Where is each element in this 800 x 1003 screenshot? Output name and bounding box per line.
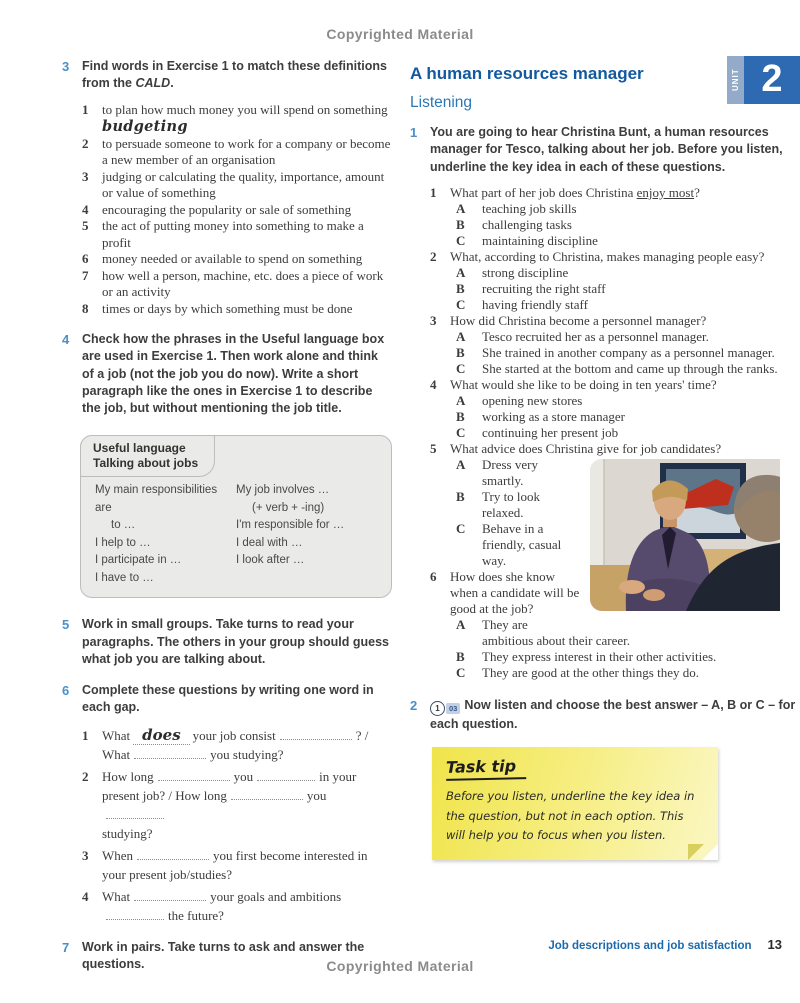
cd-number: 1 xyxy=(430,701,445,716)
option: A They are ambitious about their career. xyxy=(456,616,631,648)
useful-language-subtitle: Talking about jobs xyxy=(93,456,199,471)
exercise-6-rubric: Complete these questions by writing one word in each gap. xyxy=(82,683,374,715)
phrase: I participate in … xyxy=(95,554,182,567)
phrase: I'm responsible for … xyxy=(236,519,345,532)
exercise-6 xyxy=(62,682,392,925)
useful-language-tab xyxy=(80,435,215,477)
unit-number: 2 xyxy=(744,56,800,104)
definition-item: 5 the act of putting money into something to make a profit xyxy=(82,218,364,250)
option: C having friendly staff xyxy=(456,296,588,312)
definition-item: 6 money needed or available to spend on something xyxy=(82,251,363,266)
gapfill-question: 1 What does your job consist ? / What you studying? xyxy=(82,725,369,762)
exercise-number: 6 xyxy=(62,683,70,698)
listening-question-4: 4 What would she like to be doing in ten years' time? A opening new stores B working as a store manager C continuing her present job xyxy=(430,377,800,441)
answer-gap xyxy=(257,769,315,781)
gapfill-question: 2 How long you in your present job? / How long you studying? xyxy=(82,768,357,841)
exercise-1-rubric: You are going to hear Christina Bunt, a human resources manager for Tesco, talking about her job. Before you listen, underline the key idea in each of these questions. xyxy=(430,125,783,174)
unit-label: UNIT xyxy=(727,56,744,104)
gapfill-questions xyxy=(82,726,392,925)
answer-gap xyxy=(158,769,230,781)
left-column xyxy=(62,58,392,987)
copyright-notice-bottom: Copyrighted Material xyxy=(326,958,474,974)
option: B challenging tasks xyxy=(456,216,572,232)
sticky-note-fold xyxy=(702,844,718,860)
exercise-3 xyxy=(62,58,392,317)
listening-question-5: 5 What advice does Christina give for job candidates? A Dress very smartly. B Try to look relaxed. C Behave in a friendly, casual way. xyxy=(430,441,800,569)
useful-language-box xyxy=(80,435,392,598)
option: B She trained in another company as a personnel manager. xyxy=(456,344,775,360)
listening-question-1: 1 What part of her job does Christina enjoy most? A teaching job skills B challenging tasks C maintaining discipline xyxy=(430,185,800,249)
phrase: to … xyxy=(111,519,136,532)
exercise-number: 4 xyxy=(62,332,70,347)
definitions-list xyxy=(82,102,392,318)
option: B Try to look relaxed. xyxy=(456,488,541,520)
copyright-notice-top: Copyrighted Material xyxy=(326,26,474,42)
page-number: 13 xyxy=(767,937,782,952)
gapfill-question: 3 When you first become interested in your present job/studies? xyxy=(82,847,368,882)
task-tip-body: Before you listen, underline the key idea in the question, but not in each option. This will help you to focus when you listen. xyxy=(446,789,695,843)
handwritten-answer: does xyxy=(133,726,189,745)
gapfill-question: 4 What your goals and ambitions the future? xyxy=(82,888,342,923)
exercise-4 xyxy=(62,331,392,417)
definition-item: 4 encouraging the popularity or sale of something xyxy=(82,201,352,217)
option: A opening new stores xyxy=(456,392,583,408)
option: C They are good at the other things they do. xyxy=(456,664,699,680)
listening-question-6: 6 How does she know when a candidate will be good at the job? A They are ambitious about their career. B They express interest in their other activities. C They are good at the other things they do. xyxy=(430,569,800,681)
definition-item: 2 to persuade someone to work for a company or become a new member of an organisation xyxy=(82,135,391,167)
useful-language-title: Useful language xyxy=(93,441,186,456)
phrases-right xyxy=(236,482,377,587)
exercise-7-rubric: Work in pairs. Take turns to ask and answer the questions. xyxy=(82,939,365,971)
track-number: 03 xyxy=(446,703,460,714)
phrase: My main responsibilities are xyxy=(95,484,218,514)
exercise-number: 3 xyxy=(62,59,70,74)
answer-gap xyxy=(134,889,206,901)
task-tip-box xyxy=(432,747,718,860)
right-column xyxy=(410,64,800,860)
option: A Tesco recruited her as a personnel manager. xyxy=(456,328,709,344)
option: C Behave in a friendly, casual way. xyxy=(456,520,562,568)
rubric-text: Find words in Exercise 1 to match these definitions from the xyxy=(82,59,387,91)
exercise-number: 5 xyxy=(62,617,70,633)
option: B They express interest in their other activities. xyxy=(456,648,717,664)
phrase: I have to … xyxy=(95,571,154,584)
option: B working as a store manager xyxy=(456,408,625,424)
phrase: My job involves … xyxy=(236,484,330,497)
exercise-5-rubric: Work in small groups. Take turns to read your paragraphs. The others in your group should guess what job you are talking about. xyxy=(82,617,389,666)
definition-item: 8 times or days by which something must be done xyxy=(82,300,353,316)
exercise-1 xyxy=(410,124,800,681)
phrase: (+ verb + -ing) xyxy=(252,501,325,514)
phrase: I look after … xyxy=(236,554,305,567)
option: C maintaining discipline xyxy=(456,232,598,248)
option: B recruiting the right staff xyxy=(456,280,606,296)
answer-gap xyxy=(280,728,352,740)
exercise-5 xyxy=(62,616,392,668)
definition-item: 7 how well a person, machine, etc. does a piece of work or an activity xyxy=(82,267,384,299)
exercise-number: 7 xyxy=(62,939,70,955)
footer-section-title: Job descriptions and job satisfaction xyxy=(548,940,752,952)
answer-gap xyxy=(137,848,209,860)
exercise-number: 2 xyxy=(410,697,418,713)
listening-question-3: 3 How did Christina become a personnel manager? A Tesco recruited her as a personnel manager. B She trained in another company as a personnel manager. C She started at the bottom and came up through the ranks. xyxy=(430,313,800,377)
option: A teaching job skills xyxy=(456,200,577,216)
skill-subheading: Listening xyxy=(410,94,473,111)
option: A strong discipline xyxy=(456,264,569,280)
option: C continuing her present job xyxy=(456,424,619,440)
audio-track-icon xyxy=(430,701,460,716)
exercise-number: 1 xyxy=(410,125,418,140)
underlined-key-idea: enjoy most xyxy=(636,184,695,200)
answer-gap xyxy=(231,788,303,800)
task-tip-title: Task tip xyxy=(446,756,527,781)
answer-gap xyxy=(134,747,206,759)
option: A Dress very smartly. xyxy=(456,456,538,488)
exercise-3-rubric xyxy=(82,58,392,93)
exercise-4-rubric: Check how the phrases in the Useful language box are used in Exercise 1. Then work alone and think of a job (not the job you do now). Write a short paragraph like the ones in Exercise 1 to describe the job, but without mentioning the job title. xyxy=(82,332,385,415)
answer-gap xyxy=(106,908,164,920)
exercise-2-rubric: 1 03 Now listen and choose the best answer – A, B or C – for each question. xyxy=(430,697,796,731)
listening-questions xyxy=(430,185,800,681)
useful-language-phrases xyxy=(95,482,377,587)
handwritten-answer: budgeting xyxy=(102,118,188,135)
phrase: I help to … xyxy=(95,536,151,549)
rubric-text: . xyxy=(170,76,174,91)
phrases-left xyxy=(95,482,236,587)
definition-item: 3 judging or calculating the quality, importance, amount or value of something xyxy=(82,168,385,200)
phrase: I deal with … xyxy=(236,536,303,549)
section-heading: A human resources manager xyxy=(410,64,644,83)
interview-photo xyxy=(590,459,800,611)
definition-item: 1 to plan how much money you will spend on something budgeting xyxy=(82,101,388,135)
page-footer xyxy=(410,936,782,954)
option: C She started at the bottom and came up through the ranks. xyxy=(456,360,778,376)
exercise-2 xyxy=(410,697,800,733)
listening-question-2: 2 What, according to Christina, makes managing people easy? A strong discipline B recruiting the right staff C having friendly staff xyxy=(430,249,800,313)
rubric-italic: CALD xyxy=(135,76,171,91)
answer-gap xyxy=(106,807,164,819)
